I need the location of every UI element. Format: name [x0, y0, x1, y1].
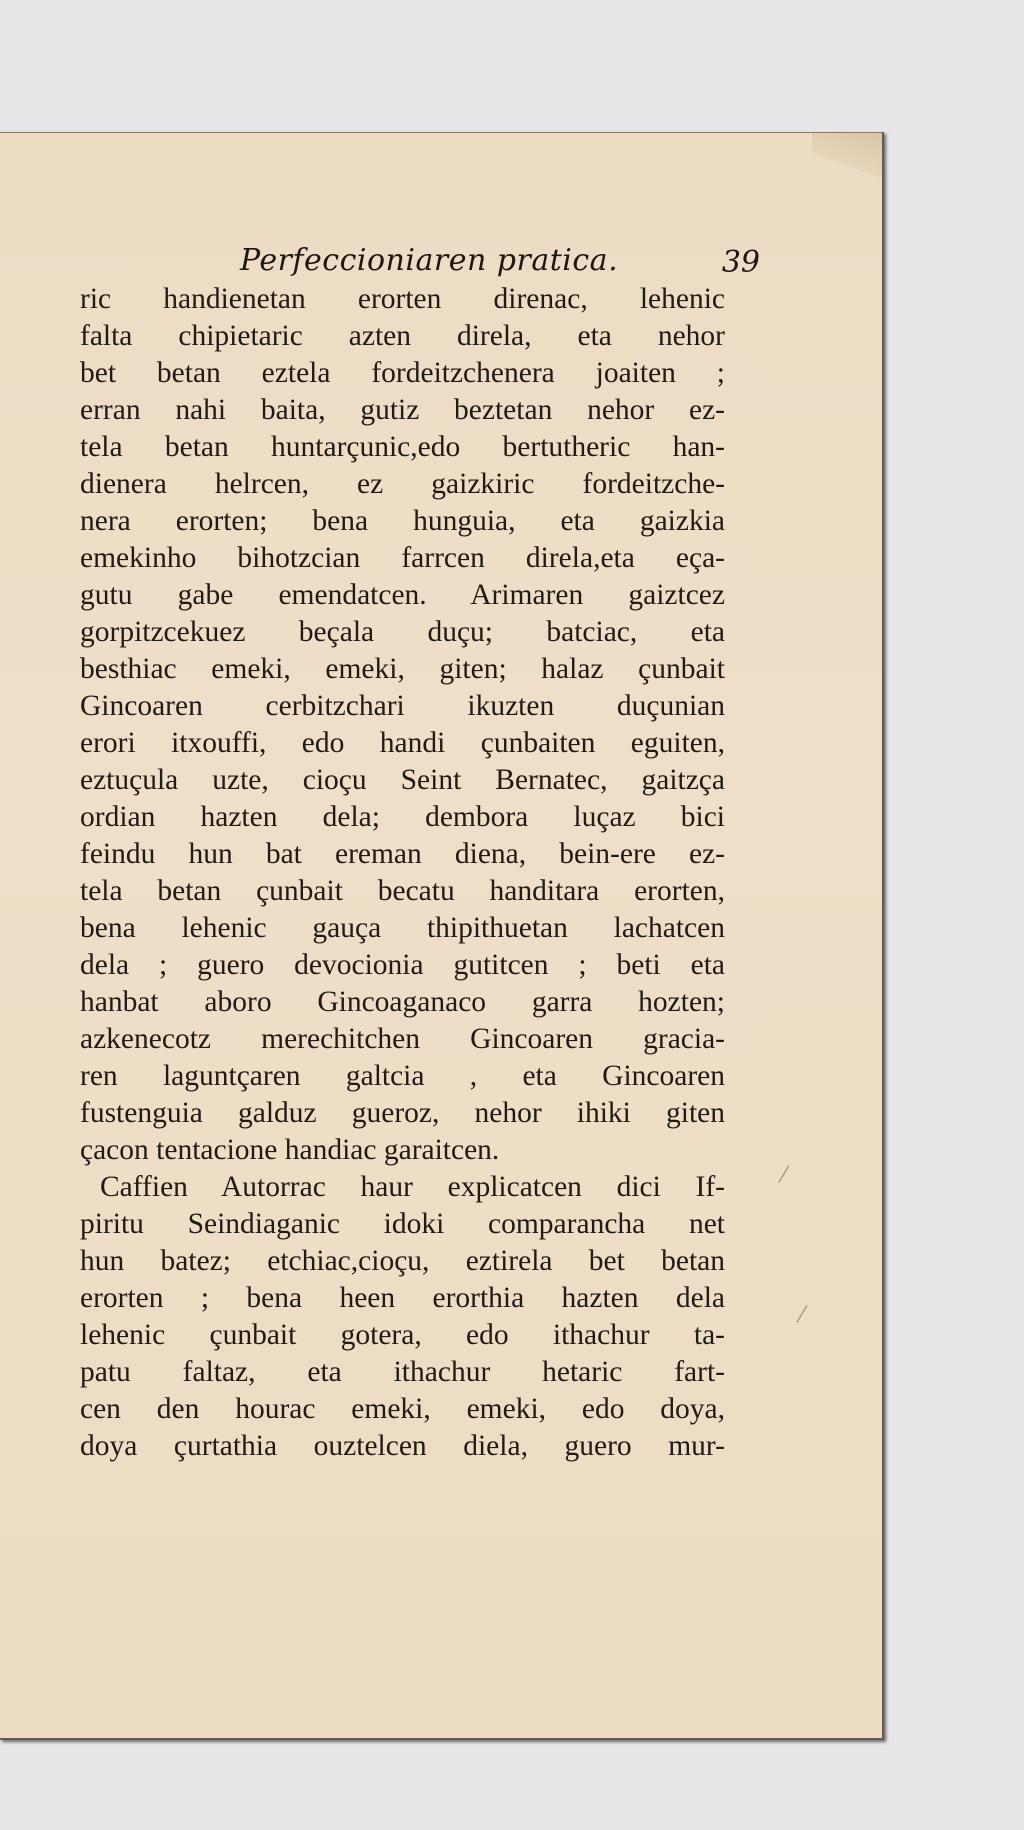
text-line: eztuçula uzte, cioçu Seint Bernatec, gaitzça	[80, 764, 725, 796]
text-line: hanbat aboro Gincoaganaco garra hozten;	[80, 986, 725, 1018]
text-line: ric handienetan erorten direnac, lehenic	[80, 283, 725, 315]
page-number: 39	[721, 245, 760, 280]
page-header	[240, 243, 760, 283]
text-line: bena lehenic gauça thipithuetan lachatcen	[80, 912, 725, 944]
text-line: falta chipietaric azten direla, eta nehor	[80, 320, 725, 352]
text-line: feindu hun bat ereman diena, bein-ere ez-	[80, 838, 725, 870]
text-line: hun batez; etchiac,cioçu, eztirela bet betan	[80, 1245, 725, 1277]
text-line: dienera helrcen, ez gaizkiric fordeitzche-	[80, 468, 725, 500]
text-line: dela ; guero devocionia gutitcen ; beti eta	[80, 949, 725, 981]
text-line: çacon tentacione handiac garaitcen.	[80, 1134, 500, 1166]
text-line: erori itxouffi, edo handi çunbaiten eguiten,	[80, 727, 725, 759]
text-line: doya çurtathia ouztelcen diela, guero mur-	[80, 1430, 725, 1462]
text-line: azkenecotz merechitchen Gincoaren gracia-	[80, 1023, 725, 1055]
text-line: erorten ; bena heen erorthia hazten dela	[80, 1282, 725, 1314]
text-line: piritu Seindiaganic idoki comparancha net	[80, 1208, 725, 1240]
text-line: nera erorten; bena hunguia, eta gaizkia	[80, 505, 725, 537]
text-line: erran nahi baita, gutiz beztetan nehor ez-	[80, 394, 725, 426]
text-line: lehenic çunbait gotera, edo ithachur ta-	[80, 1319, 725, 1351]
text-line: Caffien Autorrac haur explicatcen dici If-	[100, 1171, 725, 1203]
text-line: ren laguntçaren galtcia , eta Gincoaren	[80, 1060, 725, 1092]
text-line: ordian hazten dela; dembora luçaz bici	[80, 801, 725, 833]
text-line: fustenguia galduz gueroz, nehor ihiki giten	[80, 1097, 725, 1129]
text-line: patu faltaz, eta ithachur hetaric fart-	[80, 1356, 725, 1388]
body-text	[80, 281, 725, 1465]
pencil-mark: ⁄	[782, 1163, 786, 1188]
text-line: emekinho bihotzcian farrcen direla,eta eça-	[80, 542, 725, 574]
text-line: Gincoaren cerbitzchari ikuzten duçunian	[80, 690, 725, 722]
text-line: bet betan eztela fordeitzchenera joaiten ;	[80, 357, 725, 389]
running-title: Perfeccioniaren pratica.	[240, 243, 619, 278]
book-page	[0, 132, 884, 1740]
text-line: gutu gabe emendatcen. Arimaren gaiztcez	[80, 579, 725, 611]
text-line: besthiac emeki, emeki, giten; halaz çunbait	[80, 653, 725, 685]
text-line: tela betan çunbait becatu handitara erorten,	[80, 875, 725, 907]
text-line: tela betan huntarçunic,edo bertutheric han-	[80, 431, 725, 463]
pencil-mark: ⁄	[800, 1303, 804, 1328]
text-line: cen den hourac emeki, emeki, edo doya,	[80, 1393, 725, 1425]
page-corner-fold	[812, 133, 882, 183]
text-line: gorpitzcekuez beçala duçu; batciac, eta	[80, 616, 725, 648]
